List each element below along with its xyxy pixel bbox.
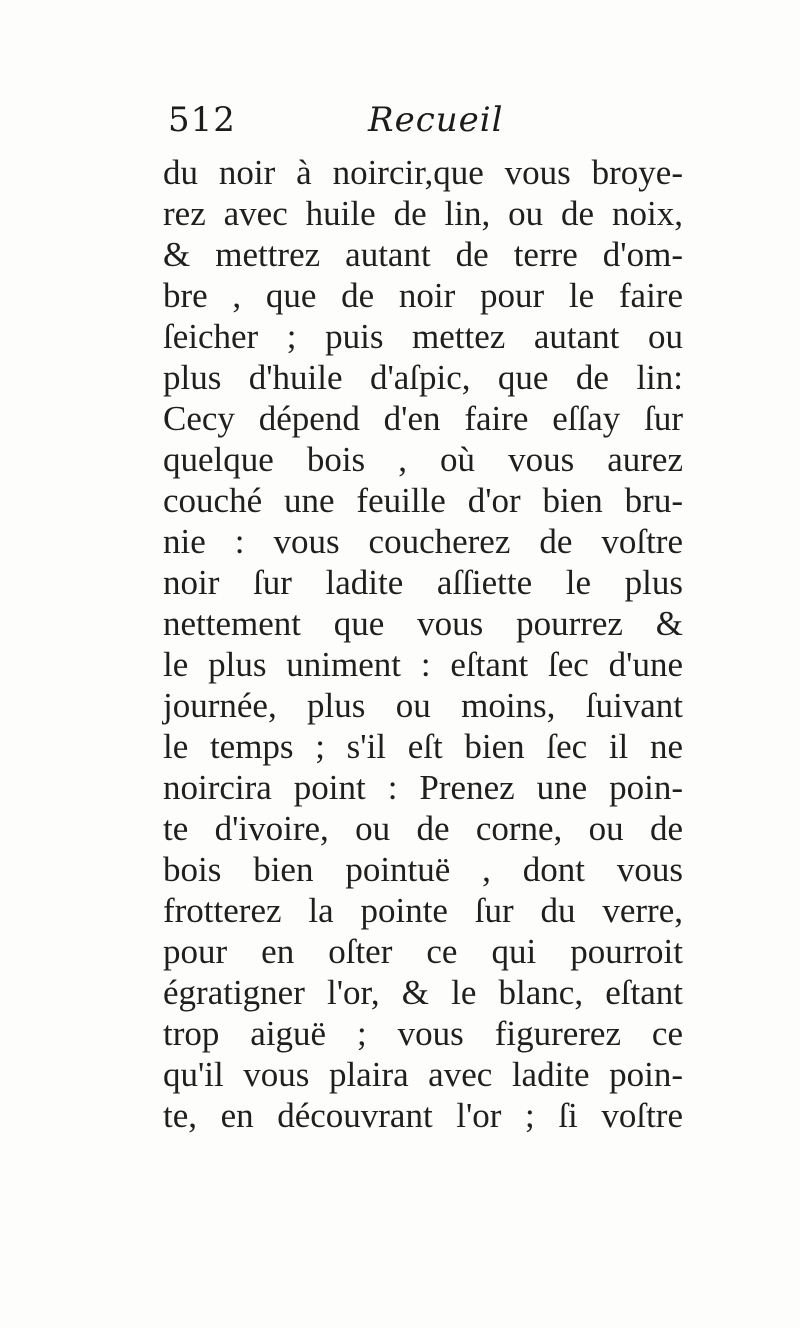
page-number: 512	[168, 100, 236, 140]
text-line: du noir à noircir,que vous broye-	[163, 153, 683, 192]
text-line: noircira point : Prenez une poin-	[163, 768, 683, 807]
text-line: bre , que de noir pour le faire	[163, 276, 683, 315]
running-title: Recueil	[368, 100, 504, 140]
text-line: égratigner l'or, & le blanc, eſtant	[163, 973, 683, 1012]
page-header	[168, 100, 688, 152]
text-line: couché une feuille d'or bien bru-	[163, 481, 683, 520]
text-line: le temps ; s'il eſt bien ſec il ne	[163, 727, 683, 766]
text-line: nie : vous coucherez de voſtre	[163, 522, 683, 561]
text-line: ſeicher ; puis mettez autant ou	[163, 317, 683, 356]
text-line: plus d'huile d'aſpic, que de lin:	[163, 358, 683, 397]
text-line: Cecy dépend d'en faire eſſay ſur	[163, 399, 683, 438]
text-line: pour en oſter ce qui pourroit	[163, 932, 683, 971]
body-text	[163, 152, 683, 1136]
text-line: noir ſur ladite aſſiette le plus	[163, 563, 683, 602]
text-line: & mettrez autant de terre d'om-	[163, 235, 683, 274]
text-line: nettement que vous pourrez &	[163, 604, 683, 643]
text-line: bois bien pointuë , dont vous	[163, 850, 683, 889]
text-line: quelque bois , où vous aurez	[163, 440, 683, 479]
text-line: le plus uniment : eſtant ſec d'une	[163, 645, 683, 684]
text-line: journée, plus ou moins, ſuivant	[163, 686, 683, 725]
text-line: te, en découvrant l'or ; ſi voſtre	[163, 1096, 683, 1135]
text-line: qu'il vous plaira avec ladite poin-	[163, 1055, 683, 1094]
text-line: te d'ivoire, ou de corne, ou de	[163, 809, 683, 848]
text-line: frotterez la pointe ſur du verre,	[163, 891, 683, 930]
text-line: trop aiguë ; vous figurerez ce	[163, 1014, 683, 1053]
text-line: rez avec huile de lin, ou de noix,	[163, 194, 683, 233]
